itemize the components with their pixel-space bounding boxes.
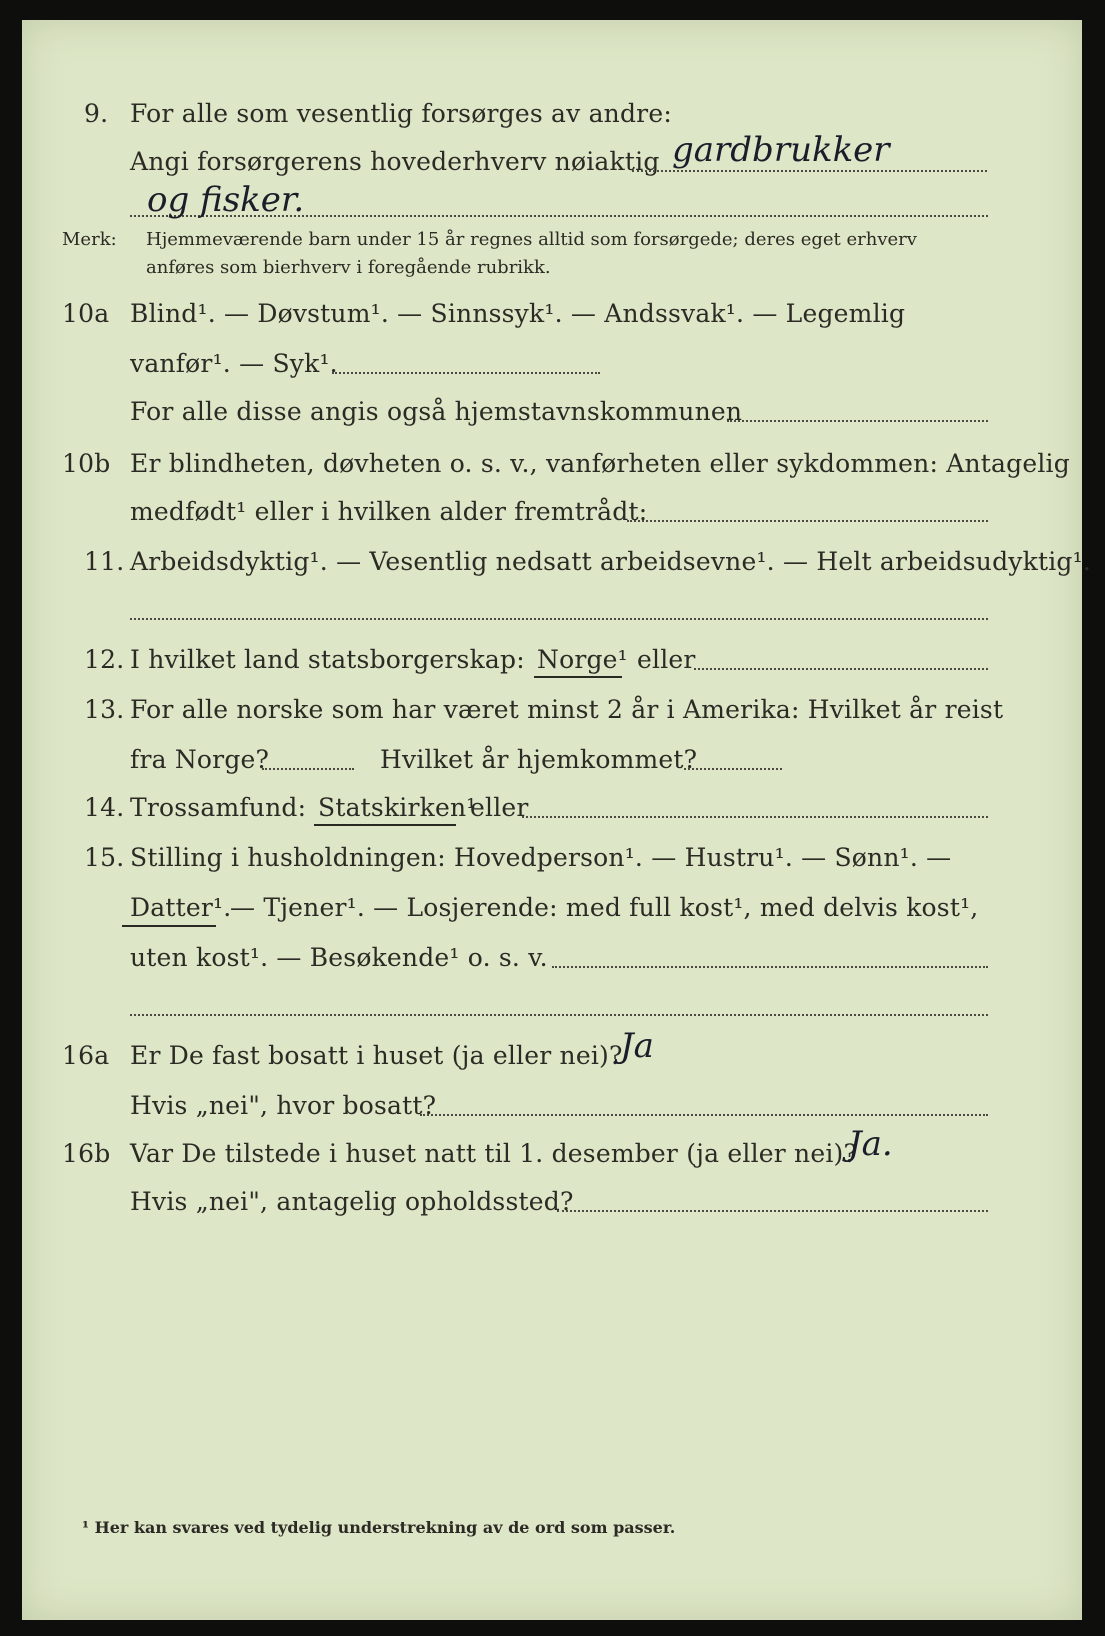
q11-number: 11.: [84, 547, 125, 576]
q12-answer-line: [694, 668, 988, 670]
q16b-number: 16b: [62, 1139, 111, 1168]
q16b-handwritten-answer: Ja.: [848, 1124, 893, 1164]
q13-answer-line2: [684, 768, 782, 770]
q12-number: 12.: [84, 645, 125, 674]
merk-label: Merk:: [62, 229, 117, 250]
q14-text1: Trossamfund:: [130, 793, 307, 822]
q13-text1: For alle norske som har været minst 2 år i Amerika: Hvilket år reist: [130, 695, 1004, 724]
q10b-number: 10b: [62, 449, 111, 478]
q16a-handwritten-answer: Ja: [620, 1026, 654, 1066]
merk-text2: anføres som bierhverv i foregående rubrikk.: [146, 257, 551, 278]
merk-text1: Hjemmeværende barn under 15 år regnes alltid som forsørgede; deres eget erhverv: [146, 229, 917, 250]
q9-text1: For alle som vesentlig forsørges av andre:: [130, 99, 672, 128]
q10b-answer-line: [627, 520, 988, 522]
form-page: [22, 20, 1091, 1620]
q12-norge: Norge¹: [537, 645, 628, 674]
q13-answer-line1: [262, 768, 354, 770]
q11-text1: Arbeidsdyktig¹. — Vesentlig nedsatt arbeidsevne¹. — Helt arbeidsudyktig¹.: [130, 547, 1091, 576]
q10a-text2: vanfør¹. — Syk¹.: [130, 349, 338, 378]
q16b-text1: Var De tilstede i huset natt til 1. desember (ja eller nei)?: [130, 1139, 858, 1168]
q15-text1: Stilling i husholdningen: Hovedperson¹. — Hustru¹. — Sønn¹. —: [130, 843, 952, 872]
q13-text2b: Hvilket år hjemkommet?: [380, 745, 698, 774]
q10b-text2: medfødt¹ eller i hvilken alder fremtrådt:: [130, 497, 648, 526]
q10b-text1: Er blindheten, døvheten o. s. v., vanførheten eller sykdommen: Antagelig: [130, 449, 1070, 478]
q15-text3: uten kost¹. — Besøkende¹ o. s. v.: [130, 943, 548, 972]
q12-norge-underline: [534, 676, 622, 678]
q9-number: 9.: [84, 99, 109, 128]
q12-text1: I hvilket land statsborgerskap:: [130, 645, 525, 674]
q15-datter-underline: [122, 925, 216, 927]
q16a-text2: Hvis „nei", hvor bosatt?: [130, 1091, 437, 1120]
q15-number: 15.: [84, 843, 125, 872]
q16b-answer-line: [557, 1210, 988, 1212]
footnote: ¹ Her kan svares ved tydelig understrekning av de ord som passer.: [82, 1518, 676, 1537]
q15-answer-line2: [130, 1014, 988, 1016]
q9-handwritten-answer2: og fisker.: [147, 180, 305, 220]
q10a-answer-line2: [727, 420, 988, 422]
q13-number: 13.: [84, 695, 125, 724]
q16a-answer-line: [420, 1114, 988, 1116]
q9-text2: Angi forsørgerens hovederhverv nøiaktig: [130, 147, 660, 176]
q13-text2a: fra Norge?: [130, 745, 270, 774]
q15-text2: — Tjener¹. — Losjerende: med full kost¹, med delvis kost¹,: [230, 893, 979, 922]
q14-number: 14.: [84, 793, 125, 822]
q16a-text1: Er De fast bosatt i huset (ja eller nei)?: [130, 1041, 623, 1070]
q10a-text1: Blind¹. — Døvstum¹. — Sinnssyk¹. — Andssvak¹. — Legemlig: [130, 299, 906, 328]
q14-statskirken-underline: [314, 824, 456, 826]
q9-answer-line1: [632, 170, 987, 172]
q14-eller: eller: [470, 793, 529, 822]
q10a-text3: For alle disse angis også hjemstavnskommunen: [130, 397, 743, 426]
q16a-number: 16a: [62, 1041, 110, 1070]
q12-eller: eller: [637, 645, 696, 674]
q16b-text2: Hvis „nei", antagelig opholdssted?: [130, 1187, 574, 1216]
q10a-answer-line1: [332, 372, 600, 374]
q10a-number: 10a: [62, 299, 110, 328]
q9-handwritten-answer1: gardbrukker: [672, 130, 890, 170]
q11-answer-line: [130, 618, 988, 620]
q14-statskirken: Statskirken¹: [318, 793, 477, 822]
q14-answer-line: [522, 816, 988, 818]
q15-answer-line1: [552, 966, 988, 968]
q15-datter: Datter¹.: [130, 893, 232, 922]
